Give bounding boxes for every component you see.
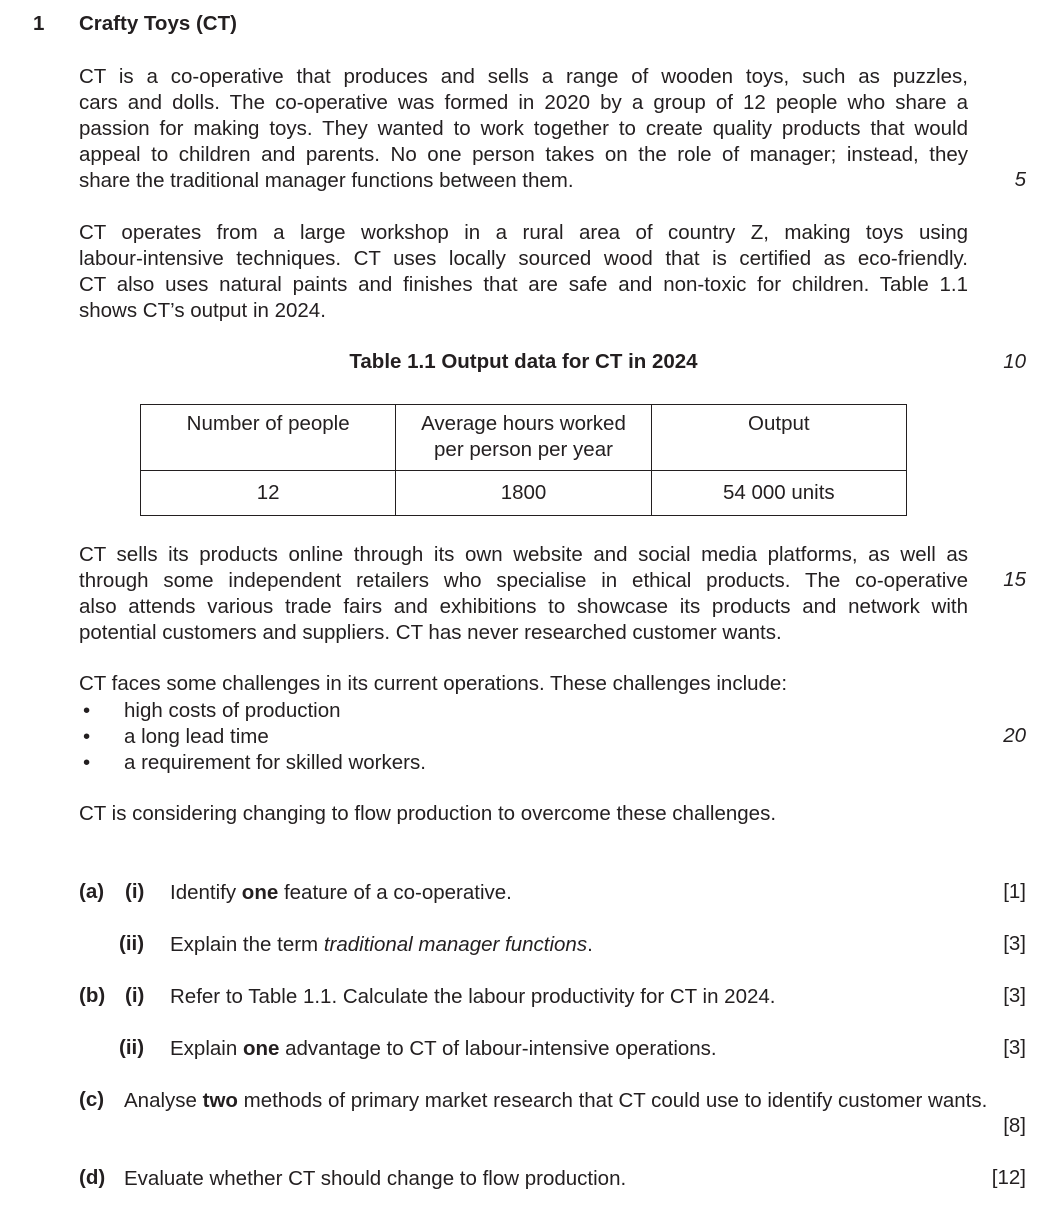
text-line: share the traditional manager functions between them. [79,169,574,192]
text-line: CT also uses natural paints and finishes that are safe and non-toxic for children. Table 1.1 [79,273,968,296]
table-caption: Table 1.1 Output data for CT in 2024 [349,350,698,373]
part-a-i-label: (i) [125,880,145,903]
text: advantage to CT of labour-intensive operations. [279,1037,717,1060]
text: Analyse [124,1089,203,1112]
list-item-text: a requirement for skilled workers. [124,751,426,774]
emphasis: two [202,1089,238,1112]
challenges-list [79,698,426,776]
part-c-text [124,1088,987,1114]
output-table [140,404,907,516]
mark-a-i: [1] [1003,880,1026,903]
text-line: cars and dolls. The co-operative was formed in 2020 by a group of 12 people who share a [79,91,968,114]
list-item-text: a long lead time [124,725,269,748]
paragraph-sales [79,542,968,646]
part-d-label: (d) [79,1166,106,1189]
line-number: 15 [1003,568,1026,591]
part-c-label: (c) [79,1088,105,1111]
line-number: 5 [1014,168,1026,191]
bullet: • [83,699,91,722]
mark-c: [8] [1003,1114,1026,1137]
emphasis: one [242,1037,280,1060]
table-row [141,471,907,516]
text: Explain the term [170,933,324,956]
paragraph-operations [79,220,968,324]
text-line: appeal to children and parents. No one person takes on the role of manager; instead, they [79,143,968,166]
table-cell: 54 000 units [651,471,906,516]
list-item-text: high costs of production [124,699,341,722]
list-item [79,750,426,776]
part-b-label: (b) [79,984,106,1007]
part-b-i-label: (i) [125,984,145,1007]
table-cell: 1800 [396,471,651,516]
part-b-i-text: Refer to Table 1.1. Calculate the labour productivity for CT in 2024. [170,985,776,1008]
case-title: Crafty Toys (CT) [79,12,237,35]
mark-b-ii: [3] [1003,1036,1026,1059]
header-text: Output [748,412,810,435]
text-line: also attends various trade fairs and exhibitions to showcase its products and network with [79,595,968,618]
question-number: 1 [33,12,45,35]
text-line: potential customers and suppliers. CT has never researched customer wants. [79,621,782,644]
part-b-ii-text [170,1036,717,1062]
part-b-ii-label: (ii) [119,1036,145,1059]
text-line: CT is a co-operative that produces and sells a range of wooden toys, such as puzzles, [79,65,968,88]
line-number: 20 [1003,724,1026,747]
part-a-label: (a) [79,880,105,903]
text: feature of a co-operative. [278,881,512,904]
header-cell [396,405,651,471]
part-a-ii-text [170,932,593,958]
table-header-row [141,405,907,471]
text: . [587,933,593,956]
flow-production-sentence: CT is considering changing to flow production to overcome these challenges. [79,802,777,825]
text-line: shows CT’s output in 2024. [79,299,326,322]
text: methods of primary market research that CT could use to identify customer wants. [237,1089,988,1112]
part-a-ii-label: (ii) [119,932,145,955]
mark-a-ii: [3] [1003,932,1026,955]
header-text: Number of people [186,412,350,435]
mark-b-i: [3] [1003,984,1026,1007]
header-cell [651,405,906,471]
text-line: CT sells its products online through its own website and social media platforms, as well as [79,543,968,566]
text-line: CT operates from a large workshop in a rural area of country Z, making toys using [79,221,968,244]
italic-term: traditional manager functions [323,933,588,956]
line-number: 10 [1003,350,1026,373]
header-text: Average hours worked [421,412,626,435]
text-line: through some independent retailers who specialise in ethical products. The co-operative [79,569,968,592]
bullet: • [83,751,91,774]
header-cell [141,405,396,471]
header-text: per person per year [434,438,613,461]
list-item [79,698,426,724]
part-d-text: Evaluate whether CT should change to flow production. [124,1167,627,1190]
challenges-intro: CT faces some challenges in its current operations. These challenges include: [79,672,788,695]
mark-d: [12] [991,1166,1026,1189]
bullet: • [83,725,91,748]
part-a-i-text [170,880,512,906]
text: Explain [170,1037,243,1060]
table-cell: 12 [141,471,396,516]
text: Identify [170,881,242,904]
emphasis: one [241,881,279,904]
paragraph-intro [79,64,968,194]
text-line: passion for making toys. They wanted to work together to create quality products that would [79,117,968,140]
list-item [79,724,426,750]
text-line: labour-intensive techniques. CT uses locally sourced wood that is certified as eco-friendly. [79,247,968,270]
